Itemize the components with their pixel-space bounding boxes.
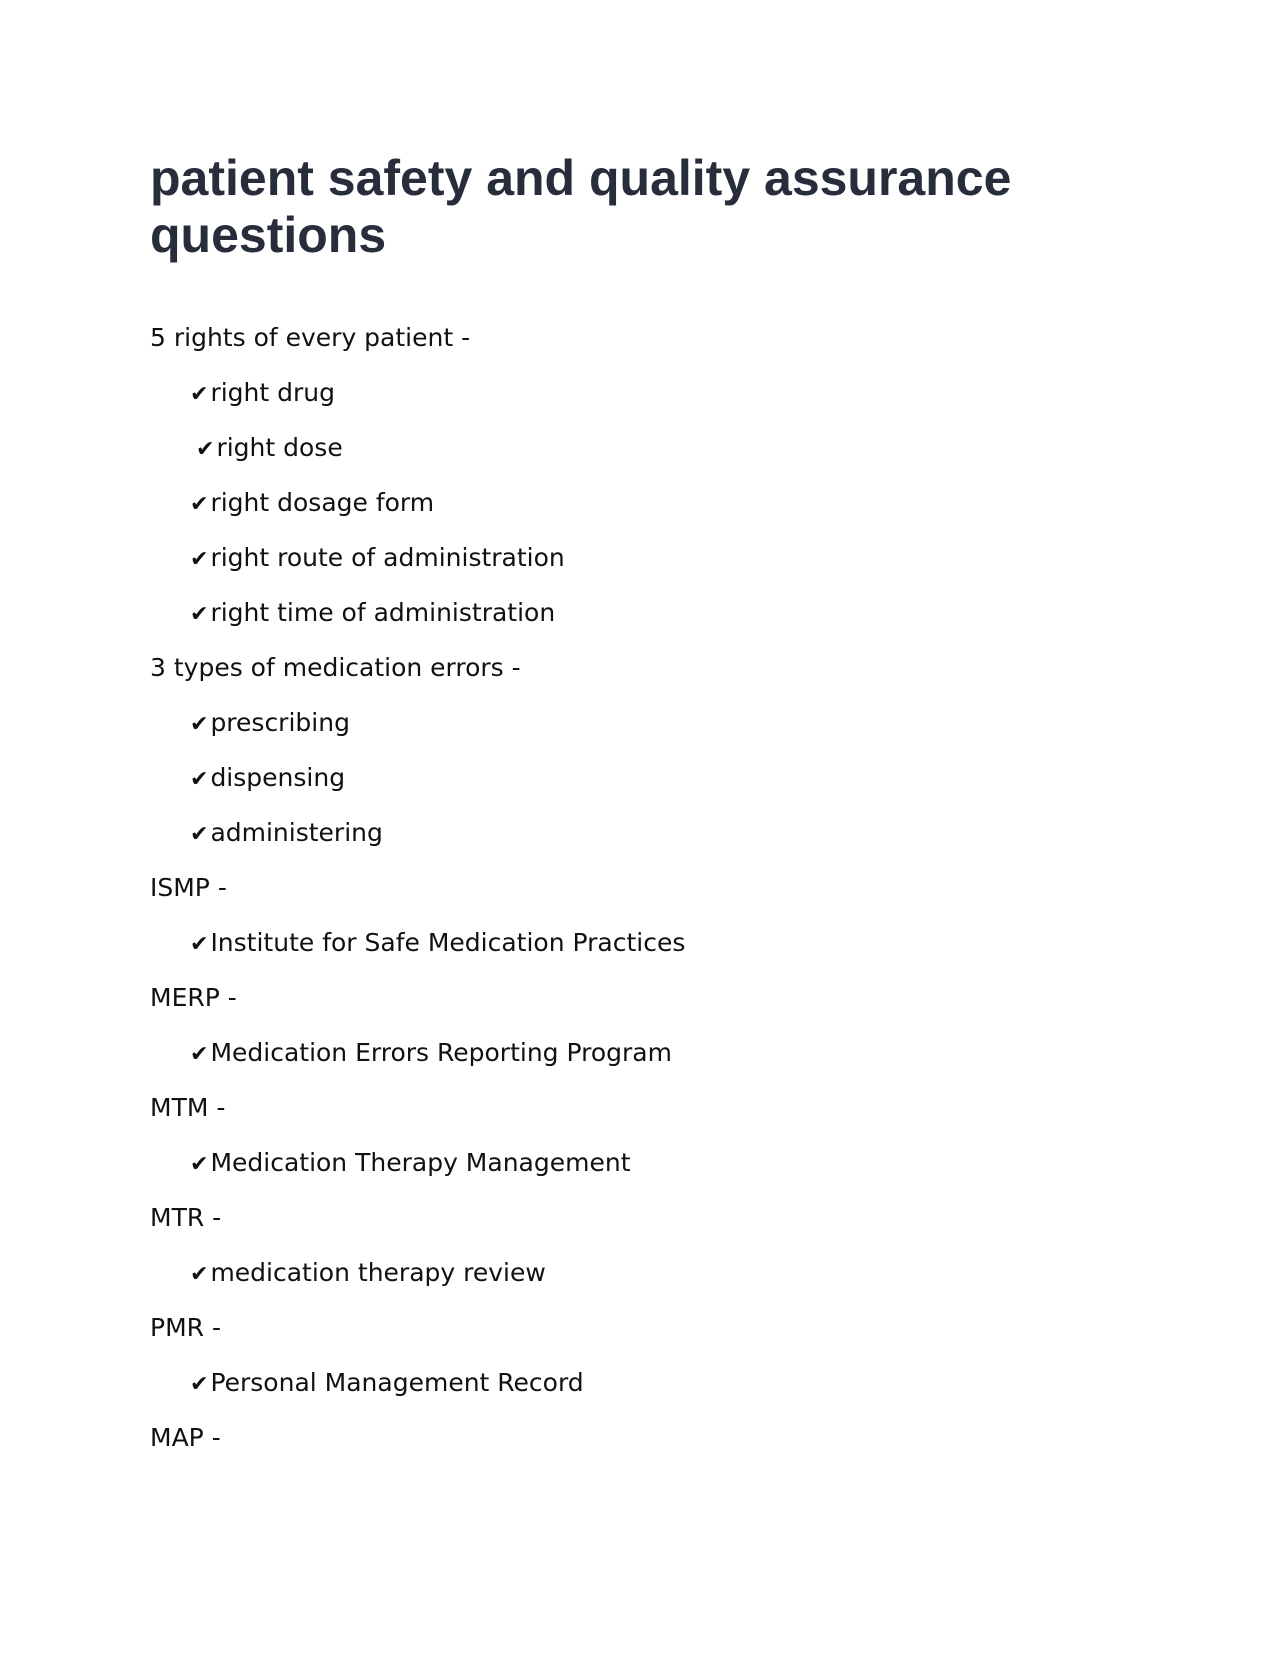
term-mtm: MTM - xyxy=(150,1093,226,1122)
answer-item xyxy=(150,1145,1150,1200)
term-mtr: MTR - xyxy=(150,1203,222,1232)
answer-item xyxy=(150,705,1150,760)
checkmark-icon: ✔ xyxy=(190,602,209,627)
answer-item xyxy=(150,485,1150,540)
answer-text: right dosage form xyxy=(210,488,435,517)
answer-item xyxy=(150,815,1150,870)
answer-item xyxy=(150,1255,1150,1310)
checkmark-icon: ✔ xyxy=(190,932,209,957)
term-medication-errors: 3 types of medication errors - xyxy=(150,653,521,682)
answer-item xyxy=(150,760,1150,815)
answer-text: medication therapy review xyxy=(210,1258,546,1287)
checkmark-icon: ✔ xyxy=(190,822,209,847)
answer-item xyxy=(150,375,1150,430)
answer-text: dispensing xyxy=(210,763,346,792)
checkmark-icon: ✔ xyxy=(190,547,209,572)
answer-item xyxy=(150,540,1150,595)
checkmark-icon: ✔ xyxy=(190,1262,209,1287)
answer-item xyxy=(150,595,1150,650)
checkmark-icon: ✔ xyxy=(190,1042,209,1067)
answer-text: right time of administration xyxy=(210,598,556,627)
answer-text: Medication Errors Reporting Program xyxy=(210,1038,672,1067)
term-merp: MERP - xyxy=(150,983,237,1012)
answer-text: right drug xyxy=(210,378,335,407)
term-pmr: PMR - xyxy=(150,1313,221,1342)
term-map: MAP - xyxy=(150,1423,221,1452)
answer-text: Personal Management Record xyxy=(210,1368,584,1397)
document-title: patient safety and quality assurance questions xyxy=(150,150,1012,263)
answer-text: prescribing xyxy=(210,708,350,737)
checkmark-icon: ✔ xyxy=(190,492,209,517)
checkmark-icon: ✔ xyxy=(190,767,209,792)
answer-text: Institute for Safe Medication Practices xyxy=(210,928,686,957)
answer-item xyxy=(150,430,1150,485)
answer-item xyxy=(150,925,1150,980)
answer-item xyxy=(150,1035,1150,1090)
checkmark-icon: ✔ xyxy=(196,437,215,462)
answer-item xyxy=(150,1365,1150,1420)
answer-text: right dose xyxy=(216,433,343,462)
flashcard-list xyxy=(150,320,1150,1475)
answer-text: Medication Therapy Management xyxy=(210,1148,631,1177)
term-five-rights: 5 rights of every patient - xyxy=(150,323,471,352)
answer-text: right route of administration xyxy=(210,543,565,572)
term-ismp: ISMP - xyxy=(150,873,227,902)
checkmark-icon: ✔ xyxy=(190,1372,209,1397)
checkmark-icon: ✔ xyxy=(190,382,209,407)
checkmark-icon: ✔ xyxy=(190,1152,209,1177)
checkmark-icon: ✔ xyxy=(190,712,209,737)
answer-text: administering xyxy=(210,818,383,847)
